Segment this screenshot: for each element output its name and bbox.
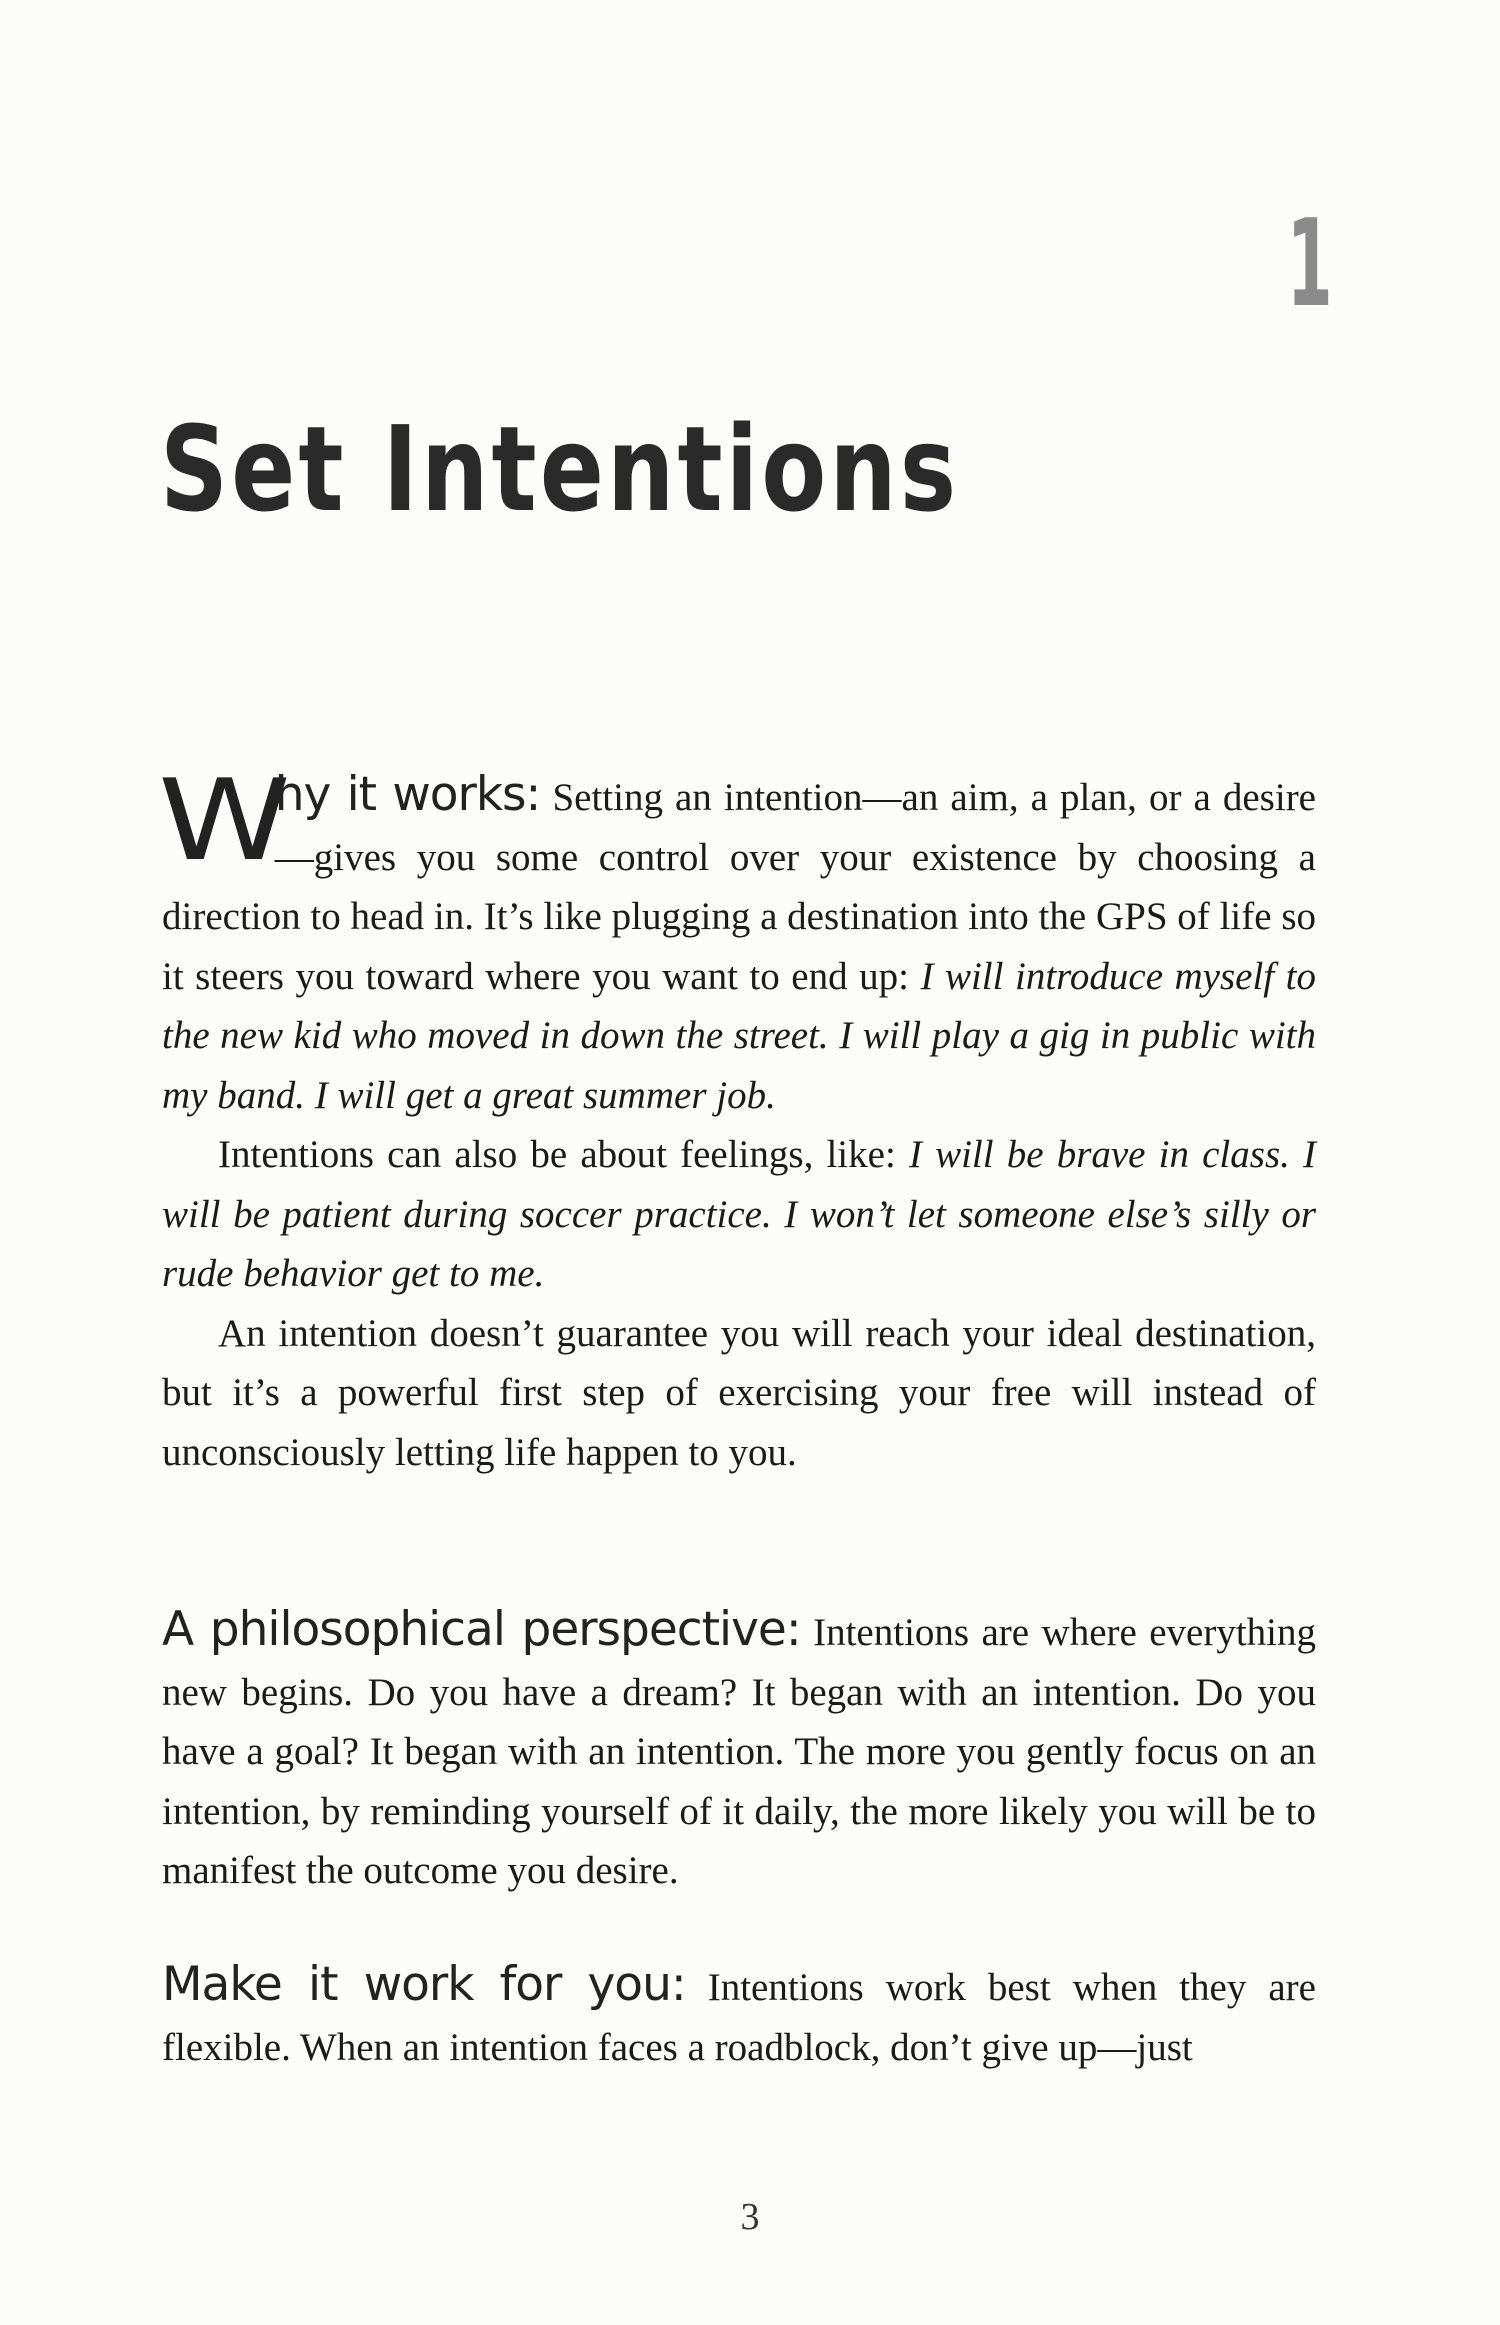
philosophical-label: A philosophical perspective: [162, 1602, 801, 1657]
why-paragraph-2 [162, 1125, 1316, 1304]
chapter-number: 1 [1286, 195, 1330, 334]
make-it-work-text: Intentions work best when they are flexible. When an intention faces a roadblock, don’t give up—just [162, 1966, 1316, 2069]
philosophical-text: Intentions are where everything new begins. Do you have a dream? It began with an intention. Do you have a goal? It began with an intention. The more you gently focus on an intention, by reminding yourself of it daily, the more likely you will be to manifest the outcome you desire. [162, 1611, 1316, 1892]
make-it-work-label: Make it work for you: [162, 1957, 686, 2012]
philosophical-section [162, 1600, 1316, 1901]
make-it-work-paragraph [162, 1955, 1316, 2077]
drop-cap: W [158, 756, 291, 886]
why-it-works-section [158, 756, 1317, 1482]
why-examples: I will introduce myself to the new kid who moved in down the street. I will play a gig in public with my band. I will get a great summer job. [162, 954, 1316, 1117]
why-paragraph-3: An intention doesn’t guarantee you will reach your ideal destination, but it’s a powerful first step of exercising your free will instead of unconsciously letting life happen to you. [162, 1311, 1316, 1474]
make-it-work-section [162, 1955, 1316, 2077]
why-p2-examples: I will be brave in class. I will be patient during soccer practice. I won’t let someone else’s silly or rude behavior get to me. [162, 1133, 1317, 1295]
why-text-1: Setting an intention—an aim, a plan, or a desire—gives you some control over your existence by choosing a direction to head in. It’s like plugging a destination into the GPS of life so it steers you toward where you want to end up: [162, 776, 1316, 998]
why-p2-text: Intentions can also be about feelings, like: [218, 1133, 909, 1176]
chapter-title: Set Intentions [160, 400, 960, 538]
page-number: 3 [740, 2196, 760, 2238]
why-paragraph-1 [158, 756, 1316, 1125]
philosophical-paragraph [162, 1600, 1316, 1901]
why-label: hy it works: [274, 767, 541, 822]
